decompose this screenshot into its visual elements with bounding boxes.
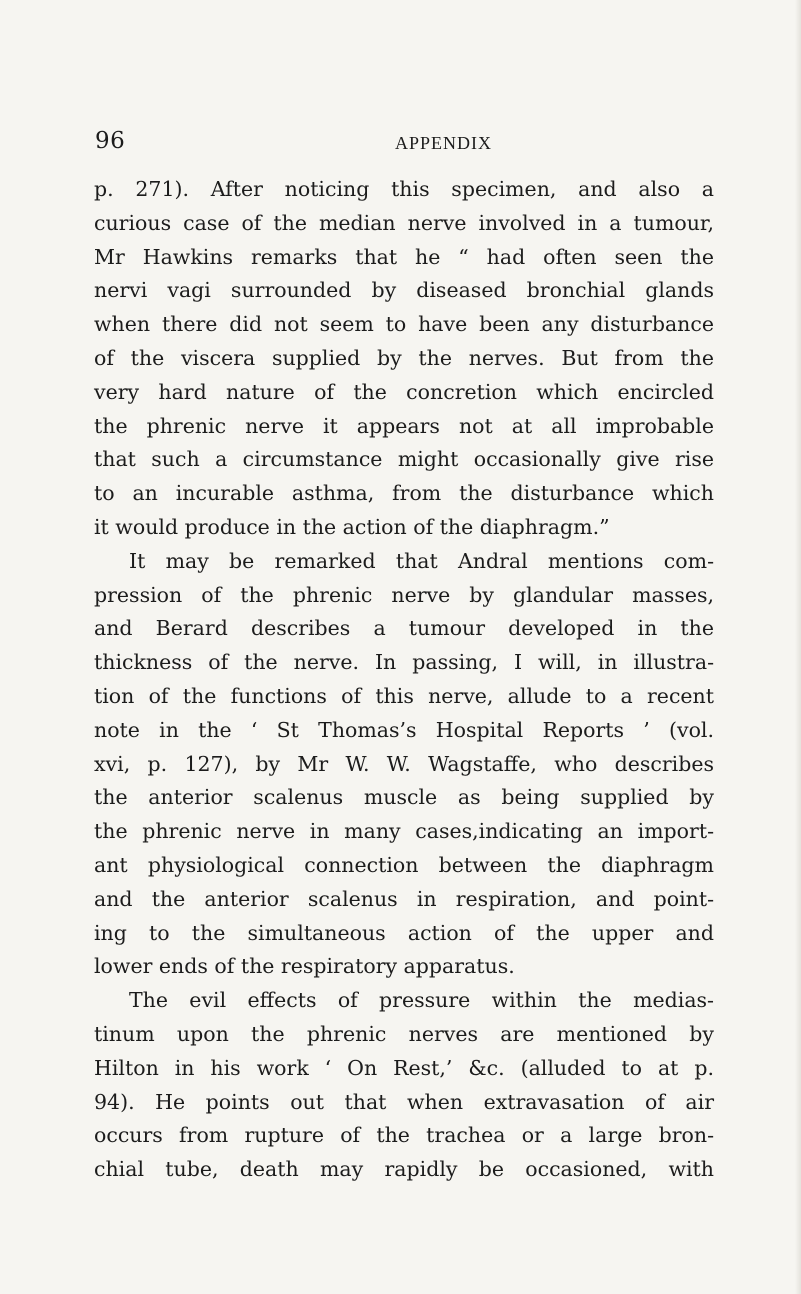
text-line: occurs from rupture of the trachea or a large bron- bbox=[94, 1123, 714, 1148]
text-line: pression of the phrenic nerve by glandular masses, bbox=[94, 582, 714, 607]
body-text bbox=[94, 173, 714, 1187]
text-line: of the viscera supplied by the nerves. But from the bbox=[94, 345, 714, 370]
page-header bbox=[95, 128, 715, 158]
text-line: nervi vagi surrounded by diseased bronchial glands bbox=[94, 278, 714, 303]
text-line: curious case of the median nerve involved in a tumour, bbox=[94, 210, 714, 235]
text-line: the anterior scalenus muscle as being supplied by bbox=[94, 785, 714, 810]
text-line: The evil effects of pressure within the medias- bbox=[129, 988, 714, 1013]
text-line: tinum upon the phrenic nerves are mentioned by bbox=[94, 1021, 714, 1046]
text-line: and Berard describes a tumour developed in the bbox=[94, 616, 714, 641]
text-line: Mr Hawkins remarks that he “ had often seen the bbox=[94, 244, 714, 269]
text-line: tion of the functions of this nerve, allude to a recent bbox=[94, 683, 714, 708]
page-number: 96 bbox=[95, 128, 126, 154]
text-line: ant physiological connection between the diaphragm bbox=[94, 852, 714, 877]
running-head: APPENDIX bbox=[395, 133, 493, 153]
text-line: very hard nature of the concretion which encircled bbox=[94, 379, 714, 404]
text-line: 94). He points out that when extravasation of air bbox=[94, 1089, 714, 1114]
text-line: It may be remarked that Andral mentions com- bbox=[129, 548, 714, 573]
text-line: that such a circumstance might occasionally give rise bbox=[94, 447, 714, 472]
text-line: Hilton in his work ‘ On Rest,’ &c. (alluded to at p. bbox=[94, 1055, 714, 1080]
text-line: chial tube, death may rapidly be occasioned, with bbox=[94, 1157, 714, 1182]
text-line: when there did not seem to have been any disturbance bbox=[94, 312, 714, 337]
text-line: lower ends of the respiratory apparatus. bbox=[94, 954, 515, 979]
text-line: p. 271). After noticing this specimen, and also a bbox=[94, 177, 714, 201]
text-line: xvi, p. 127), by Mr W. W. Wagstaffe, who describes bbox=[94, 751, 714, 776]
text-line: thickness of the nerve. In passing, I will, in illustra- bbox=[94, 650, 714, 675]
text-line: and the anterior scalenus in respiration, and point- bbox=[94, 886, 714, 911]
text-line: it would produce in the action of the diaphragm.” bbox=[94, 514, 610, 539]
text-line: the phrenic nerve it appears not at all improbable bbox=[94, 413, 714, 438]
page-edge-shadow bbox=[795, 0, 801, 1294]
text-line: ing to the simultaneous action of the upper and bbox=[94, 920, 714, 945]
text-line: note in the ‘ St Thomas’s Hospital Reports ’ (vol. bbox=[94, 717, 714, 742]
text-line: to an incurable asthma, from the disturbance which bbox=[94, 481, 714, 506]
text-line: the phrenic nerve in many cases,indicating an import- bbox=[94, 819, 714, 844]
